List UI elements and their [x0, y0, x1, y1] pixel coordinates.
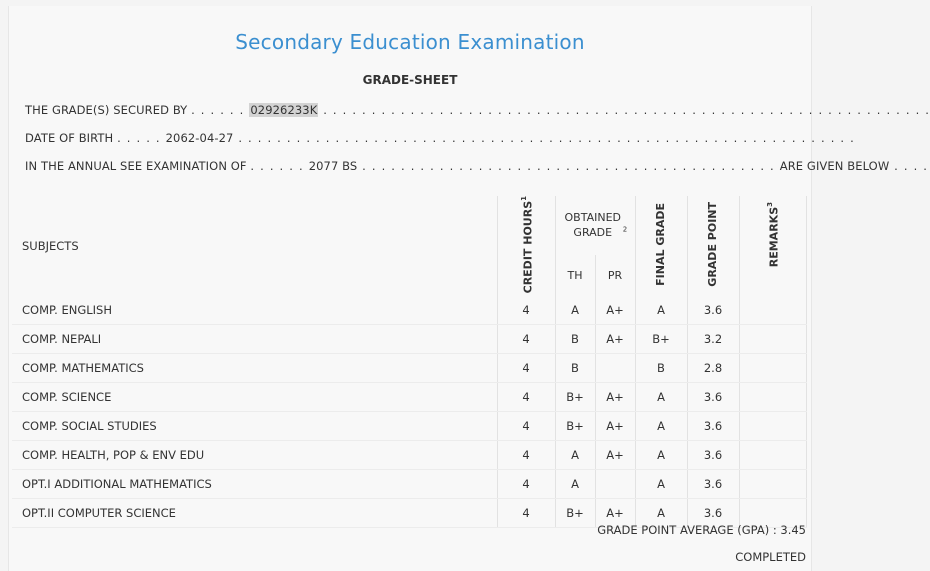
final-grade-header: FINAL GRADE — [635, 196, 687, 296]
subject-cell: COMP. HEALTH, POP & ENV EDU — [12, 441, 497, 470]
pr-grade-cell: A+ — [595, 383, 635, 412]
table-row — [12, 441, 806, 470]
remarks-cell — [739, 470, 806, 499]
dob-label: DATE OF BIRTH — [25, 131, 114, 145]
grade-point-cell: 3.6 — [687, 296, 739, 325]
final-grade-cell: B+ — [635, 325, 687, 354]
grade-point-cell: 3.6 — [687, 383, 739, 412]
remarks-cell — [739, 383, 806, 412]
subject-cell: COMP. MATHEMATICS — [12, 354, 497, 383]
exam-year: 2077 BS — [308, 159, 358, 173]
pr-grade-cell: A+ — [595, 412, 635, 441]
pr-grade-cell: A+ — [595, 296, 635, 325]
final-grade-cell: A — [635, 383, 687, 412]
secured-by-label: THE GRADE(S) SECURED BY — [25, 103, 188, 117]
remarks-cell — [739, 296, 806, 325]
credit-hours-header: CREDIT HOURS$^1$ — [497, 196, 555, 296]
grade-point-header: GRADE POINT — [687, 196, 739, 296]
gpa-line — [597, 523, 806, 537]
table-row — [12, 354, 806, 383]
subject-cell: COMP. SCIENCE — [12, 383, 497, 412]
pr-grade-cell — [595, 354, 635, 383]
page-title: Secondary Education Examination — [235, 30, 585, 54]
final-grade-cell: A — [635, 470, 687, 499]
subjects-header: SUBJECTS — [12, 196, 497, 296]
gpa-label: GRADE POINT AVERAGE (GPA) : — [597, 523, 777, 537]
secured-by-line: THE GRADE(S) SECURED BY . . . . . . 02926233K . . . . . . . . . . . . . . . . . . . . . . . . . . . . . . . . . . . . . . . . . . . . . . . . . . . . . . . . . . . . . . . — [25, 103, 930, 117]
subject-cell: OPT.I ADDITIONAL MATHEMATICS — [12, 470, 497, 499]
grade-point-cell: 3.6 — [687, 412, 739, 441]
pr-grade-cell — [595, 470, 635, 499]
grade-point-cell: 3.6 — [687, 470, 739, 499]
th-grade-cell: A — [555, 470, 595, 499]
given-below-label: ARE GIVEN BELOW — [779, 159, 890, 173]
grade-point-cell: 2.8 — [687, 354, 739, 383]
pr-grade-cell: A+ — [595, 499, 635, 528]
credit-cell: 4 — [497, 383, 555, 412]
subject-cell: COMP. ENGLISH — [12, 296, 497, 325]
symbol-number[interactable]: 02926233K — [250, 103, 318, 117]
grades-table — [12, 196, 807, 528]
dob-value: 2062-04-27 — [165, 131, 234, 145]
remarks-cell — [739, 441, 806, 470]
table-row — [12, 412, 806, 441]
th-grade-cell: B+ — [555, 499, 595, 528]
table-header-row — [12, 196, 806, 255]
pr-grade-cell: A+ — [595, 441, 635, 470]
subject-cell: OPT.II COMPUTER SCIENCE — [12, 499, 497, 528]
final-grade-cell: B — [635, 354, 687, 383]
subject-cell: COMP. SOCIAL STUDIES — [12, 412, 497, 441]
result-status: COMPLETED — [735, 550, 806, 564]
final-grade-cell: A — [635, 296, 687, 325]
remarks-cell — [739, 412, 806, 441]
gpa-value: 3.45 — [780, 523, 806, 537]
credit-cell: 4 — [497, 354, 555, 383]
subject-cell: COMP. NEPALI — [12, 325, 497, 354]
credit-cell: 4 — [497, 441, 555, 470]
final-grade-cell: A — [635, 412, 687, 441]
th-grade-cell: A — [555, 441, 595, 470]
exam-label: IN THE ANNUAL SEE EXAMINATION OF — [25, 159, 247, 173]
final-grade-cell: A — [635, 441, 687, 470]
dob-line: DATE OF BIRTH . . . . . 2062-04-27 . . . . . . . . . . . . . . . . . . . . . . . . . . . . . . . . . . . . . . . . . . . . . . . . . . . . . . . . . . . . . . . . — [25, 131, 855, 145]
table-row — [12, 383, 806, 412]
table-row — [12, 296, 806, 325]
grade-point-cell: 3.6 — [687, 441, 739, 470]
th-grade-cell: B+ — [555, 412, 595, 441]
pr-header: PR — [595, 255, 635, 297]
th-grade-cell: B — [555, 354, 595, 383]
final-grade-cell: A — [635, 499, 687, 528]
credit-cell: 4 — [497, 470, 555, 499]
th-grade-cell: A — [555, 296, 595, 325]
th-header: TH — [555, 255, 595, 297]
exam-line: IN THE ANNUAL SEE EXAMINATION OF . . . . . . 2077 BS . . . . . . . . . . . . . . . . . . . . . . . . . . . . . . . . . . . . . . . . . . . ARE GIVEN BELOW . . . . — [25, 159, 929, 173]
remarks-cell — [739, 354, 806, 383]
pr-grade-cell: A+ — [595, 325, 635, 354]
remarks-header: REMARKS$^3$ — [739, 196, 806, 296]
credit-cell: 4 — [497, 325, 555, 354]
remarks-cell — [739, 325, 806, 354]
grade-point-cell: 3.6 — [687, 499, 739, 528]
credit-cell: 4 — [497, 412, 555, 441]
credit-cell: 4 — [497, 296, 555, 325]
obtained-grade-header: OBTAINED GRADE $^2$ — [555, 196, 635, 255]
grade-point-cell: 3.2 — [687, 325, 739, 354]
page-subtitle: GRADE-SHEET — [362, 73, 458, 87]
th-grade-cell: B — [555, 325, 595, 354]
table-row — [12, 470, 806, 499]
th-grade-cell: B+ — [555, 383, 595, 412]
table-row — [12, 325, 806, 354]
credit-cell: 4 — [497, 499, 555, 528]
